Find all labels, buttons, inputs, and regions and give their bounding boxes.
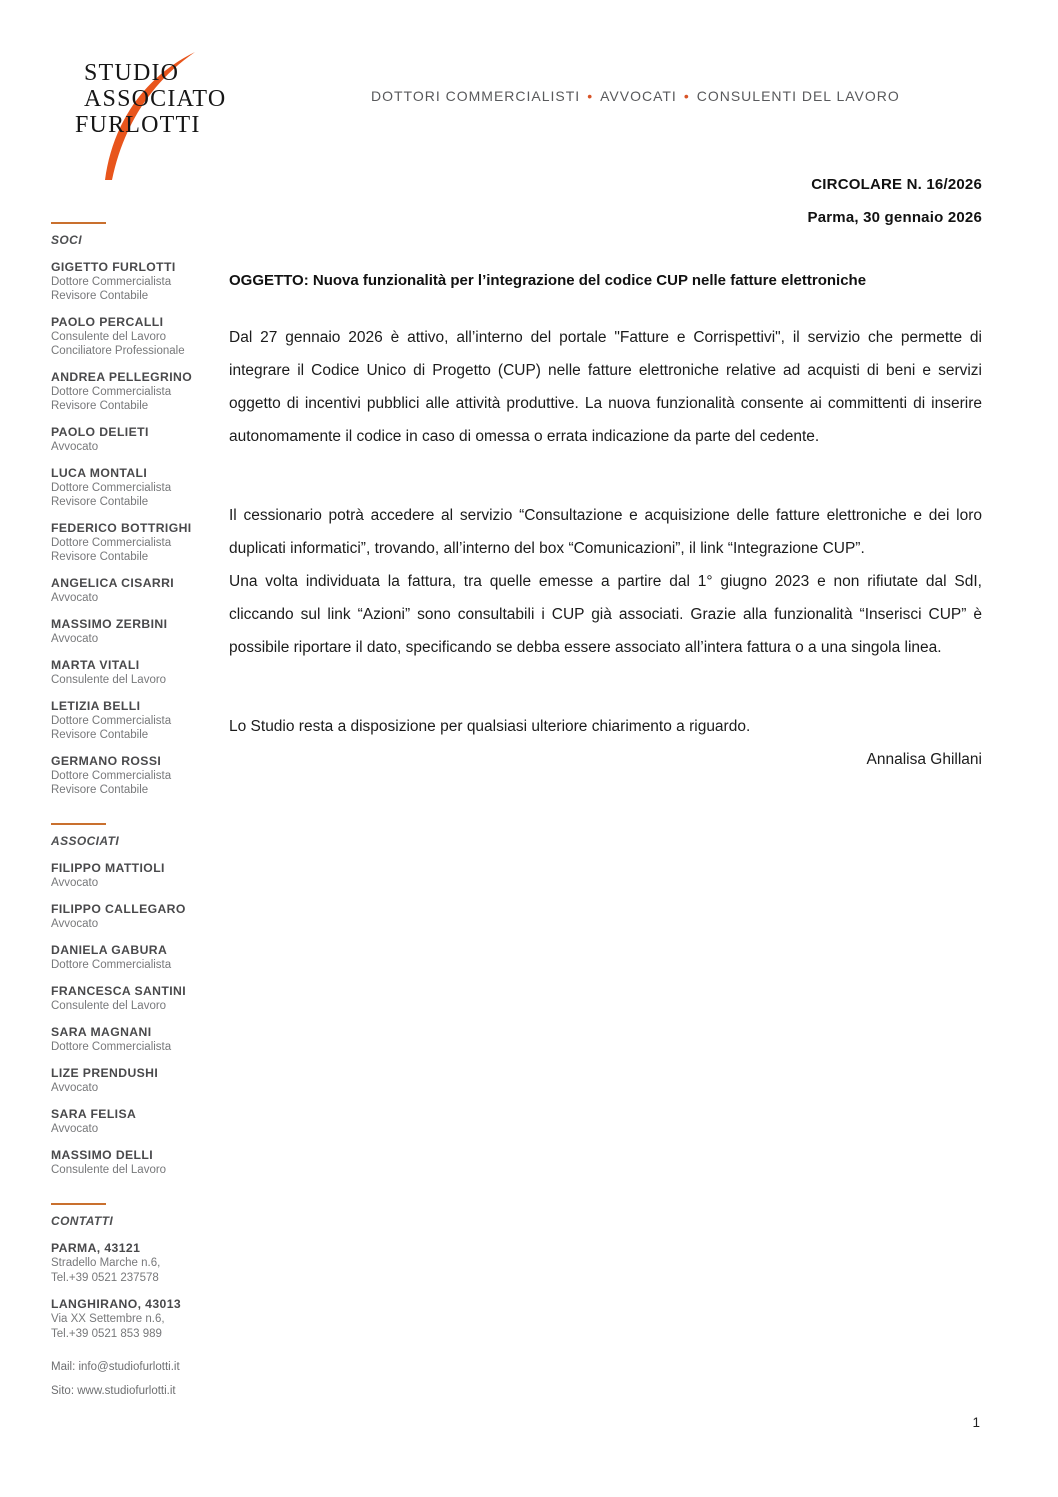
member-role: Avvocato [51, 918, 99, 930]
section-divider [51, 1203, 106, 1205]
member-role: Consulente del Lavoro [51, 674, 167, 686]
member-role: Consulente del Lavoro [51, 331, 167, 343]
member-role: Dottore Commercialista [51, 715, 172, 727]
member-role: Avvocato [51, 877, 99, 889]
member-name: SARA MAGNANI [51, 1025, 152, 1039]
office-address: Via XX Settembre n.6, [51, 1313, 165, 1325]
office [51, 1241, 223, 1285]
letter-body [229, 271, 982, 776]
member-name: LIZE PRENDUSHI [51, 1066, 159, 1080]
section-title: CONTATTI [51, 1214, 114, 1228]
member [51, 699, 223, 742]
member-role: Consulente del Lavoro [51, 1164, 167, 1176]
member-role: Dottore Commercialista [51, 386, 172, 398]
member-role: Revisore Contabile [51, 551, 149, 563]
member-role: Dottore Commercialista [51, 770, 172, 782]
member-name: FEDERICO BOTTRIGHI [51, 521, 192, 535]
member [51, 521, 223, 564]
member [51, 466, 223, 509]
member-name: ANGELICA CISARRI [51, 576, 175, 590]
member [51, 576, 223, 605]
member-name: FILIPPO MATTIOLI [51, 861, 165, 875]
member-role: Avvocato [51, 633, 99, 645]
member [51, 1148, 223, 1177]
closing-line: Lo Studio resta a disposizione per qualsiasi ulteriore chiarimento a riguardo. [229, 718, 751, 735]
member-role: Conciliatore Professionale [51, 345, 185, 357]
member-role: Revisore Contabile [51, 784, 149, 796]
subject-line: OGGETTO: Nuova funzionalità per l’integrazione del codice CUP nelle fatture elettroniche [229, 272, 867, 289]
contact-links [51, 1355, 223, 1403]
member-name: SARA FELISA [51, 1107, 137, 1121]
member-role: Revisore Contabile [51, 290, 149, 302]
member-role: Dottore Commercialista [51, 537, 172, 549]
section-divider [51, 222, 106, 224]
office-city: LANGHIRANO, 43013 [51, 1297, 182, 1311]
logo-line: STUDIO [84, 60, 180, 86]
member-role: Dottore Commercialista [51, 959, 172, 971]
member-name: MASSIMO ZERBINI [51, 617, 168, 631]
header-tagline [371, 88, 900, 104]
section-divider [51, 823, 106, 825]
member-role: Revisore Contabile [51, 496, 149, 508]
member-role: Avvocato [51, 441, 99, 453]
bullet-separator-icon: • [683, 88, 690, 104]
office [51, 1297, 223, 1341]
signature: Annalisa Ghillani [866, 751, 982, 768]
tagline-item: DOTTORI COMMERCIALISTI [371, 88, 581, 104]
member [51, 370, 223, 413]
member [51, 617, 223, 646]
page-number: 1 [972, 1415, 980, 1430]
tagline-item: CONSULENTI DEL LAVORO [696, 88, 900, 104]
member-name: GIGETTO FURLOTTI [51, 260, 176, 274]
dateline: Parma, 30 gennaio 2026 [807, 209, 982, 226]
member-role: Dottore Commercialista [51, 482, 172, 494]
member-role: Consulente del Lavoro [51, 1000, 167, 1012]
member-name: MASSIMO DELLI [51, 1148, 154, 1162]
paragraph-2b: Una volta individuata la fattura, tra quelle emesse a partire dal 1° giugno 2023 e non rifiutate dal SdI, cliccando sul link “Azioni” sono consultabili i CUP già associati. Grazie alla funzionalità “Inserisci CUP” è possibile riportare il dato, specificando se debba essere associato all’intera fattura o a una singola linea. [229, 573, 982, 656]
member [51, 425, 223, 454]
member [51, 902, 223, 931]
office-city: PARMA, 43121 [51, 1241, 141, 1255]
member-name: LUCA MONTALI [51, 466, 148, 480]
member-name: ANDREA PELLEGRINO [51, 370, 193, 384]
member [51, 315, 223, 358]
member-role: Revisore Contabile [51, 729, 149, 741]
paragraph-1: Dal 27 gennaio 2026 è attivo, all’interno del portale "Fatture e Corrispettivi", il servizio che permette di integrare il Codice Unico di Progetto (CUP) nelle fatture elettroniche relative ad acquisti di beni e servizi oggetto di incentivi pubblici alle attività produttive. La nuova funzionalità consente ai committenti di inserire autonomamente il codice in caso di omessa o errata indicazione da parte del cedente. [229, 329, 982, 445]
bullet-separator-icon: • [587, 88, 594, 104]
logo-wordmark [75, 60, 226, 138]
circular-number: CIRCOLARE N. 16/2026 [811, 176, 982, 193]
sidebar [51, 222, 223, 1429]
sidebar-section-soci [51, 222, 223, 797]
member-role: Dottore Commercialista [51, 1041, 172, 1053]
member-name: PAOLO DELIETI [51, 425, 149, 439]
studio-logo [60, 40, 280, 195]
member-name: PAOLO PERCALLI [51, 315, 164, 329]
sidebar-section-associati [51, 823, 223, 1177]
member-name: FILIPPO CALLEGARO [51, 902, 186, 916]
member-role: Avvocato [51, 592, 99, 604]
member-role: Revisore Contabile [51, 400, 149, 412]
office-phone: Tel.+39 0521 853 989 [51, 1327, 162, 1340]
member [51, 943, 223, 972]
paragraph-2a: Il cessionario potrà accedere al servizio “Consultazione e acquisizione delle fatture elettroniche e dei loro duplicati informatici”, trovando, all’interno del box “Comunicazioni”, il link “Integrazione CUP”. [229, 507, 982, 557]
sidebar-section-contatti [51, 1203, 223, 1403]
member-name: LETIZIA BELLI [51, 699, 141, 713]
member [51, 1107, 223, 1136]
member [51, 984, 223, 1013]
mail-line: Mail: info@studiofurlotti.it [51, 1361, 180, 1373]
member-role: Dottore Commercialista [51, 276, 172, 288]
member-name: MARTA VITALI [51, 658, 140, 672]
member [51, 658, 223, 687]
office-phone: Tel.+39 0521 237578 [51, 1271, 159, 1284]
member [51, 1066, 223, 1095]
section-title: ASSOCIATI [51, 834, 120, 848]
member-role: Avvocato [51, 1123, 99, 1135]
member [51, 861, 223, 890]
logo-line: ASSOCIATO [84, 86, 227, 112]
member-name: FRANCESCA SANTINI [51, 984, 186, 998]
logo-line: FURLOTTI [75, 112, 201, 138]
site-line: Sito: www.studiofurlotti.it [51, 1385, 176, 1397]
member [51, 1025, 223, 1054]
section-title: SOCI [51, 233, 82, 247]
member-name: GERMANO ROSSI [51, 754, 162, 768]
member [51, 754, 223, 797]
member [51, 260, 223, 303]
member-role: Avvocato [51, 1082, 99, 1094]
member-name: DANIELA GABURA [51, 943, 168, 957]
tagline-item: AVVOCATI [600, 88, 677, 104]
office-address: Stradello Marche n.6, [51, 1257, 161, 1269]
